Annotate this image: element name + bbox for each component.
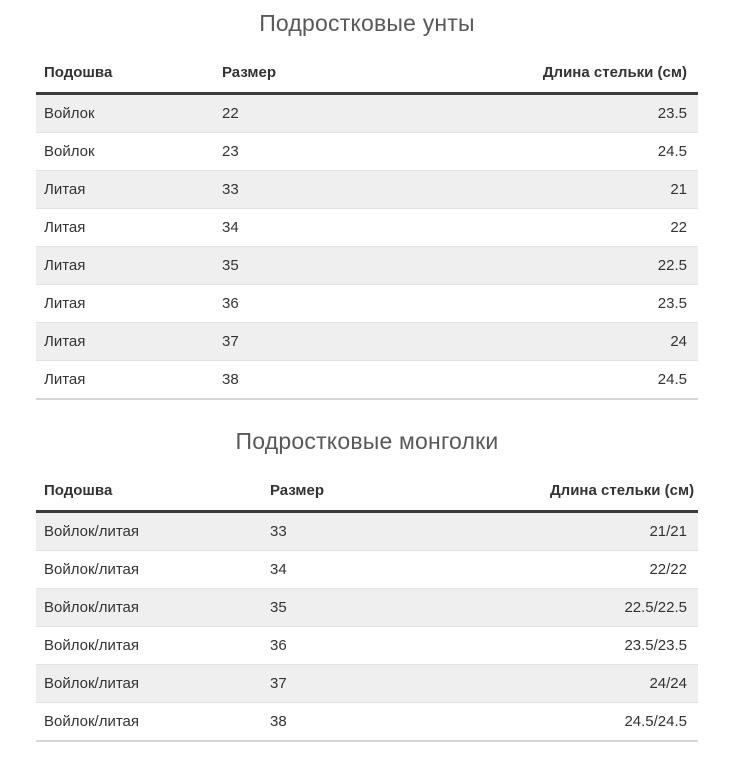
- sole-cell: Литая: [36, 323, 214, 361]
- insole-length-cell: 23.5/23.5: [542, 627, 698, 665]
- table-row: [36, 247, 698, 285]
- insole-length-cell: 24: [494, 323, 698, 361]
- sole-cell: Войлок/литая: [36, 589, 262, 627]
- size-cell: 37: [262, 665, 542, 703]
- insole-length-cell: 22.5: [494, 247, 698, 285]
- sole-cell: Литая: [36, 171, 214, 209]
- table-row: [36, 171, 698, 209]
- size-cell: 33: [262, 512, 542, 551]
- insole-length-cell: 23.5: [494, 94, 698, 133]
- insole-length-cell: 22: [494, 209, 698, 247]
- sole-cell: Войлок/литая: [36, 665, 262, 703]
- sole-cell: Литая: [36, 209, 214, 247]
- size-cell: 23: [214, 133, 494, 171]
- size-cell: 34: [214, 209, 494, 247]
- size-cell: 33: [214, 171, 494, 209]
- insole-length-cell: 24.5: [494, 361, 698, 400]
- insole-length-cell: 23.5: [494, 285, 698, 323]
- size-cell: 35: [214, 247, 494, 285]
- table-header: [36, 470, 698, 512]
- sole-cell: Войлок/литая: [36, 551, 262, 589]
- sole-cell: Войлок/литая: [36, 512, 262, 551]
- table-row: [36, 94, 698, 133]
- table-body: [36, 512, 698, 742]
- table-row: [36, 703, 698, 742]
- sole-cell: Литая: [36, 361, 214, 400]
- size-chart-section-mongolki: [0, 426, 750, 742]
- table-row: [36, 551, 698, 589]
- size-table-mongolki: [36, 470, 698, 742]
- header-row: [36, 52, 698, 94]
- size-cell: 36: [262, 627, 542, 665]
- size-cell: 38: [262, 703, 542, 742]
- table-header: [36, 52, 698, 94]
- column-header-sole: Подошва: [36, 52, 214, 94]
- sole-cell: Войлок: [36, 133, 214, 171]
- table-row: [36, 133, 698, 171]
- column-header-size: Размер: [262, 470, 542, 512]
- table-row: [36, 512, 698, 551]
- table-row: [36, 323, 698, 361]
- size-cell: 38: [214, 361, 494, 400]
- insole-length-cell: 24.5: [494, 133, 698, 171]
- column-header-insole-length: Длина стельки (см): [494, 52, 698, 94]
- table-body: [36, 94, 698, 400]
- insole-length-cell: 24.5/24.5: [542, 703, 698, 742]
- table-row: [36, 589, 698, 627]
- header-row: [36, 470, 698, 512]
- column-header-insole-length: Длина стельки (см): [542, 470, 698, 512]
- table-title-unty: Подростковые унты: [259, 10, 475, 36]
- table-row: [36, 209, 698, 247]
- sole-cell: Литая: [36, 285, 214, 323]
- sole-cell: Войлок: [36, 94, 214, 133]
- size-cell: 37: [214, 323, 494, 361]
- size-cell: 34: [262, 551, 542, 589]
- insole-length-cell: 21: [494, 171, 698, 209]
- table-row: [36, 627, 698, 665]
- insole-length-cell: 22/22: [542, 551, 698, 589]
- sole-cell: Литая: [36, 247, 214, 285]
- table-row: [36, 361, 698, 400]
- column-header-size: Размер: [214, 52, 494, 94]
- size-chart-section-unty: [0, 8, 750, 400]
- size-cell: 35: [262, 589, 542, 627]
- size-cell: 36: [214, 285, 494, 323]
- table-row: [36, 665, 698, 703]
- insole-length-cell: 21/21: [542, 512, 698, 551]
- sole-cell: Войлок/литая: [36, 627, 262, 665]
- size-cell: 22: [214, 94, 494, 133]
- table-title-mongolki: Подростковые монголки: [235, 428, 499, 454]
- column-header-sole: Подошва: [36, 470, 262, 512]
- table-row: [36, 285, 698, 323]
- insole-length-cell: 24/24: [542, 665, 698, 703]
- insole-length-cell: 22.5/22.5: [542, 589, 698, 627]
- size-table-unty: [36, 52, 698, 400]
- sole-cell: Войлок/литая: [36, 703, 262, 742]
